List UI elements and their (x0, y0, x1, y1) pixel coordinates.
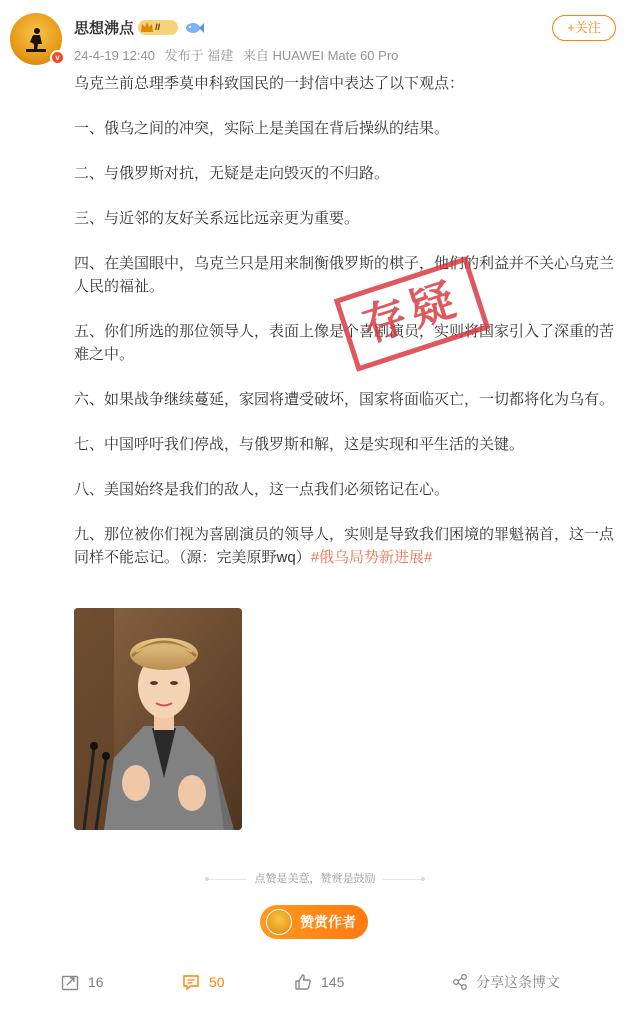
like-count: 145 (321, 974, 345, 990)
doubtful-stamp: 存疑 (334, 256, 491, 372)
reward-tagline-row (205, 872, 425, 886)
repost-count: 16 (88, 974, 104, 990)
paragraph: 四、在美国眼中，乌克兰只是用来制衡俄罗斯的棋子，他们的利益并不关心乌克兰人民的福祉。 (74, 255, 615, 295)
verified-badge: v (50, 50, 65, 65)
hashtag-link[interactable]: #俄乌局势新进展# (310, 549, 433, 566)
share-label: 分享这条博文 (476, 974, 560, 990)
divider-line (383, 879, 421, 880)
reward-button-label: 赞赏作者 (300, 914, 356, 930)
post-header (0, 0, 630, 70)
post-time[interactable]: 24-4-19 12:40 (74, 48, 155, 63)
paragraph: 二、与俄罗斯对抗，无疑是走向毁灭的不归路。 (74, 165, 390, 182)
level-text: II (155, 22, 161, 32)
paragraph: 八、美国始终是我们的敌人，这一点我们必须铭记在心。 (74, 481, 450, 498)
paragraph-text: 九、那位被你们视为喜剧演员的领导人，实则是导致我们困境的罪魁祸首，这一点同样不能忘记。 (74, 526, 615, 566)
paragraph: 一、俄乌之间的冲突，实际上是美国在背后操纵的结果。 (74, 120, 450, 137)
paragraph: 五、你们所选的那位领导人，表面上像是个喜剧演员，实则将国家引入了深重的苦难之中。 (74, 323, 615, 363)
like-icon (294, 973, 312, 991)
post-meta (74, 45, 404, 64)
paragraph: 三、与近邻的友好关系远比远亲更为重要。 (74, 210, 360, 227)
divider-dot (421, 877, 425, 881)
follow-button[interactable]: +关注 (552, 15, 616, 41)
woman-portrait-image (74, 608, 242, 830)
reward-tagline: 点赞是美意，赞赏是鼓励 (254, 873, 376, 885)
post-device: 来自 HUAWEI Mate 60 Pro (242, 48, 399, 63)
paragraph: 六、如果战争继续蔓延，家园将遭受破坏，国家将面临灭亡，一切都将化为乌有。 (74, 391, 615, 408)
post-location: 发布于 福建 (164, 48, 234, 63)
reward-author-button[interactable] (260, 905, 368, 939)
silhouette-icon (24, 27, 48, 53)
repost-icon (61, 973, 79, 991)
fish-icon[interactable] (184, 19, 204, 35)
source-note: （源：完美原野wq） (179, 549, 311, 566)
share-icon (452, 973, 468, 991)
author-mini-avatar (266, 909, 292, 935)
paragraph: 七、中国呼吁我们停战，与俄罗斯和解，这是实现和平生活的关键。 (74, 436, 525, 453)
post-actions-bar (0, 962, 630, 1002)
paragraph: 乌克兰前总理季莫申科致国民的一封信中表达了以下观点： (74, 75, 465, 92)
author-name[interactable]: 思想沸点 (74, 20, 135, 37)
post-photo[interactable] (74, 608, 242, 830)
crown-icon (140, 21, 154, 34)
comment-icon (182, 973, 200, 991)
member-level-badge[interactable] (138, 20, 178, 35)
paragraph-last (74, 523, 620, 569)
comment-count: 50 (209, 974, 225, 990)
